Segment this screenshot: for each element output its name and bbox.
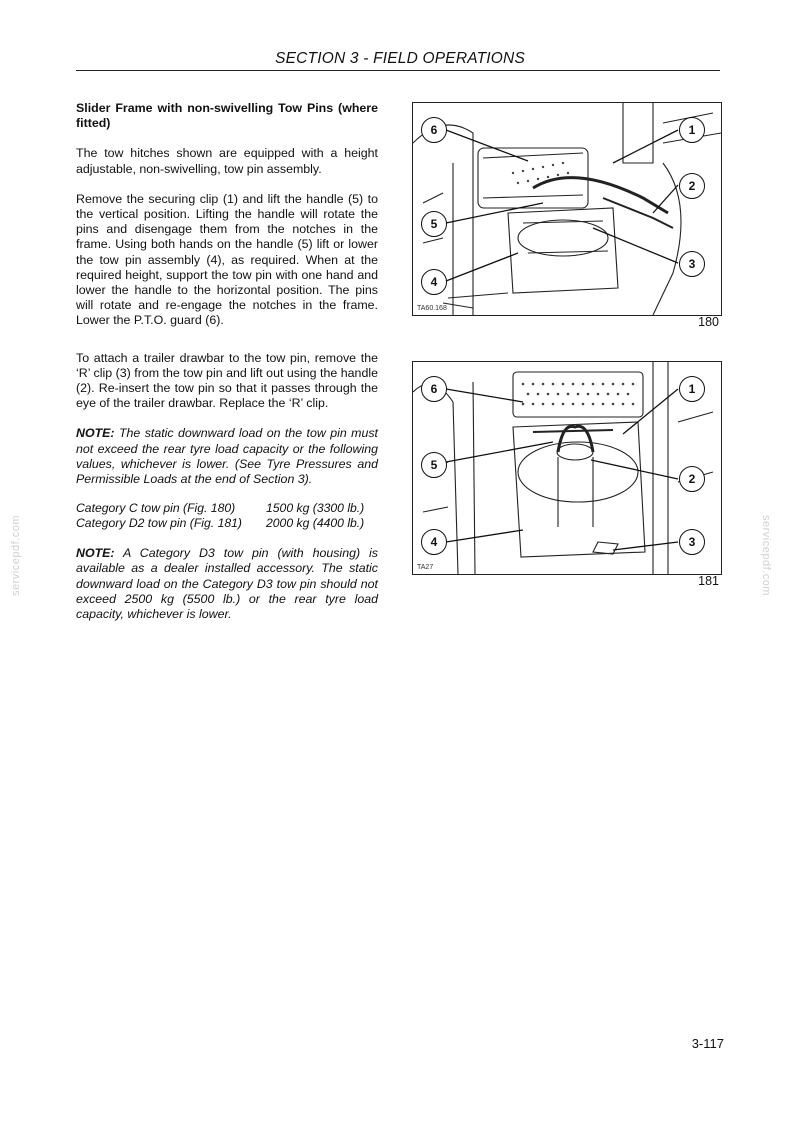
callout-6: 6 bbox=[421, 376, 447, 402]
section-heading: Slider Frame with non-swivelling Tow Pins (where fitted) bbox=[76, 101, 378, 131]
callout-3: 3 bbox=[679, 529, 705, 555]
page-header bbox=[76, 50, 720, 71]
tow-hitch-drawing bbox=[413, 362, 721, 574]
spec-name: Category D2 tow pin (Fig. 181) bbox=[76, 516, 242, 531]
drawbar-paragraph: To attach a trailer drawbar to the tow pin, remove the ‘R’ clip (3) from the tow pin and lift out using the handle (2). Re-insert the tow pin so that it passes through the eye of the trailer drawbar. Replace the ‘R’ clip. bbox=[76, 350, 378, 411]
figure-180-illustration bbox=[412, 102, 722, 316]
intro-paragraph: The tow hitches shown are equipped with a height adjustable, non-swivelling, tow pin assembly. bbox=[76, 146, 378, 176]
callout-1: 1 bbox=[679, 117, 705, 143]
callout-5: 5 bbox=[421, 452, 447, 478]
spec-value: 2000 kg (4400 lb.) bbox=[266, 516, 365, 531]
note-label: NOTE: bbox=[76, 426, 115, 441]
spec-value: 1500 kg (3300 lb.) bbox=[266, 501, 365, 516]
page-number: 3-117 bbox=[691, 1036, 724, 1051]
spec-row bbox=[76, 516, 378, 531]
callout-6: 6 bbox=[421, 117, 447, 143]
callout-1: 1 bbox=[679, 376, 705, 402]
note-d3 bbox=[76, 546, 378, 622]
spec-table bbox=[76, 501, 378, 531]
spec-row bbox=[76, 501, 378, 516]
watermark-right: servicepdf.com bbox=[760, 515, 772, 596]
watermark-left: servicepdf.com bbox=[10, 515, 22, 596]
callout-4: 4 bbox=[421, 529, 447, 555]
figure-181-illustration bbox=[412, 361, 722, 575]
section-title: SECTION 3 - FIELD OPERATIONS bbox=[275, 50, 525, 67]
figure-number-180: 180 bbox=[698, 315, 719, 329]
figure-code: TA27 bbox=[417, 564, 434, 571]
callout-4: 4 bbox=[421, 269, 447, 295]
figure-number-181: 181 bbox=[698, 574, 719, 588]
procedure-paragraph: Remove the securing clip (1) and lift the handle (5) to the vertical position. Lifting the handle will rotate the pins and disengage them from the notches in the frame. Using both hands on the handle (5) lift or lower the tow pin assembly (4), as required. When at the required height, support the tow pin with one hand and lower the handle to the horizontal position. The pins will rotate and re-engage the notches in the frame. Lower the P.T.O. guard (6). bbox=[76, 191, 378, 328]
note-text: A Category D3 tow pin (with housing) is available as a dealer installed accessory. The static downward load on the Category D3 tow pin should not exceed 2500 kg (5500 lb.) or the rear tyre load capacity, whichever is lower. bbox=[76, 546, 378, 622]
callout-2: 2 bbox=[679, 173, 705, 199]
note-label: NOTE: bbox=[76, 546, 115, 561]
callout-3: 3 bbox=[679, 251, 705, 277]
tow-hitch-drawing bbox=[413, 103, 721, 315]
spec-name: Category C tow pin (Fig. 180) bbox=[76, 501, 236, 516]
note-load bbox=[76, 426, 378, 487]
figure-code: TA60.168 bbox=[417, 305, 447, 312]
callout-2: 2 bbox=[679, 466, 705, 492]
body-text-column bbox=[76, 101, 378, 622]
callout-5: 5 bbox=[421, 211, 447, 237]
note-text: The static downward load on the tow pin must not exceed the rear tyre load capacity or the following values, whichever is lower. (See Tyre Pressures and Permissible Loads at the end of Section 3). bbox=[76, 426, 378, 487]
